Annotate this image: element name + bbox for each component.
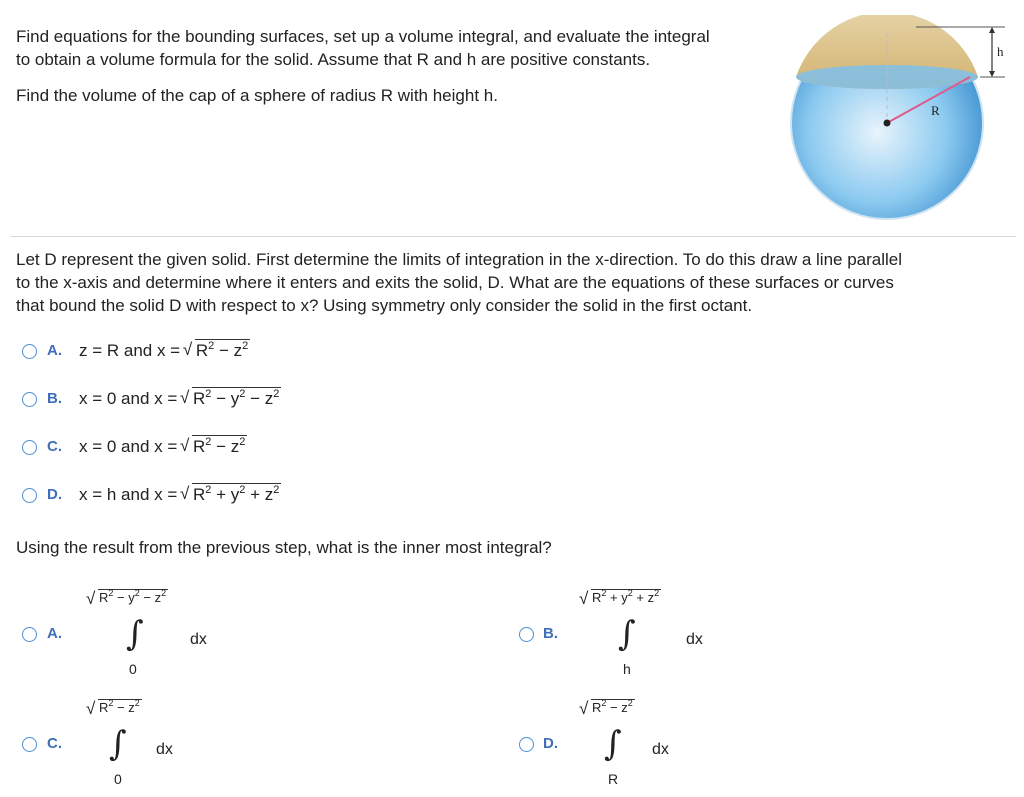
step2-option-d-letter: D.: [543, 735, 558, 752]
step1-option-a-radio[interactable]: [22, 344, 37, 359]
step1-option-b-root: √ $R^2 - y^2 - z^2$: [182, 389, 281, 409]
step1-option-a-prefix: z = R and x =: [79, 341, 185, 360]
step1-option-d-radio[interactable]: [22, 488, 37, 503]
step2-option-c-upper-limit: √ $R^2 - z^2$: [88, 700, 142, 715]
step1-option-d-root: √ $R^2 + y^2 + z^2$: [182, 485, 281, 505]
step1-option-a-root: √ $R^2 - z^2$: [185, 341, 250, 361]
step2-option-a-dx: dx: [190, 631, 207, 648]
step2-option-c-lower-limit: 0: [114, 771, 122, 787]
step2-question: Using the result from the previous step, what is the inner most integral?: [16, 538, 552, 557]
step1-option-c-root: √ $R^2 - z^2$: [182, 437, 247, 457]
step1-option-a-text[interactable]: [79, 341, 250, 361]
radius-label: R: [931, 103, 940, 118]
step2-option-c-letter: C.: [47, 735, 62, 752]
step2-option-b-upper-limit: √ $R^2 + y^2 + z^2$: [581, 590, 661, 605]
problem-task: Find the volume of the cap of a sphere of radius R with height h.: [16, 86, 498, 105]
step1-option-c-text[interactable]: [79, 437, 247, 457]
sphere-cap-figure: [780, 15, 1020, 230]
step1-question-line-3: that bound the solid D with respect to x? Using symmetry only consider the solid in the first octant.: [16, 296, 753, 315]
step2-option-a-letter: A.: [47, 625, 62, 642]
step2-option-d-integral-sign: ∫: [604, 724, 622, 764]
step2-option-b-dx: dx: [686, 631, 703, 648]
step2-option-a-radio[interactable]: [22, 627, 37, 642]
step1-question-line-2: to the x-axis and determine where it enters and exits the solid, D. What are the equations of these surfaces or curves: [16, 273, 894, 292]
step2-option-b-radio[interactable]: [519, 627, 534, 642]
step1-option-d-prefix: x = h and x =: [79, 485, 183, 504]
step2-option-a-integral-sign: ∫: [126, 614, 144, 654]
height-label: h: [997, 44, 1004, 59]
step1-option-b-text[interactable]: [79, 389, 281, 409]
step2-option-d-radio[interactable]: [519, 737, 534, 752]
step1-option-b-radio[interactable]: [22, 392, 37, 407]
step2-option-c-integral-sign: ∫: [109, 724, 127, 764]
step2-option-d-lower-limit: R: [608, 771, 619, 787]
step2-option-b-lower-limit: h: [623, 661, 631, 677]
step1-option-d-letter: D.: [47, 486, 62, 503]
h-arrow-up: [989, 27, 995, 33]
step2-option-c-dx: dx: [156, 741, 173, 758]
step1-option-c-letter: C.: [47, 438, 62, 455]
step1-option-c-prefix: x = 0 and x =: [79, 437, 183, 456]
step2-option-c-radio[interactable]: [22, 737, 37, 752]
center-dot: [884, 120, 891, 127]
step2-option-d-upper-limit: √ $R^2 - z^2$: [581, 700, 635, 715]
step1-question-line-1: Let D represent the given solid. First determine the limits of integration in the x-direction. To do this draw a line parallel: [16, 250, 903, 269]
step2-option-a-lower-limit: 0: [129, 661, 137, 677]
problem-intro-line-1: Find equations for the bounding surfaces, set up a volume integral, and evaluate the integral: [16, 27, 710, 46]
problem-intro-line-2: to obtain a volume formula for the solid. Assume that R and h are positive constants.: [16, 50, 651, 69]
step1-option-a-letter: A.: [47, 342, 62, 359]
step1-option-b-letter: B.: [47, 390, 62, 407]
step1-option-b-prefix: x = 0 and x =: [79, 389, 183, 408]
step1-option-c-radio[interactable]: [22, 440, 37, 455]
step2-option-a-upper-limit: √ $R^2 - y^2 - z^2$: [88, 590, 168, 605]
step1-option-d-text[interactable]: [79, 485, 281, 505]
step2-option-b-integral-sign: ∫: [618, 614, 636, 654]
step2-option-d-dx: dx: [652, 741, 669, 758]
step2-option-b-letter: B.: [543, 625, 558, 642]
h-arrow-down: [989, 71, 995, 77]
divider: [10, 236, 1016, 237]
